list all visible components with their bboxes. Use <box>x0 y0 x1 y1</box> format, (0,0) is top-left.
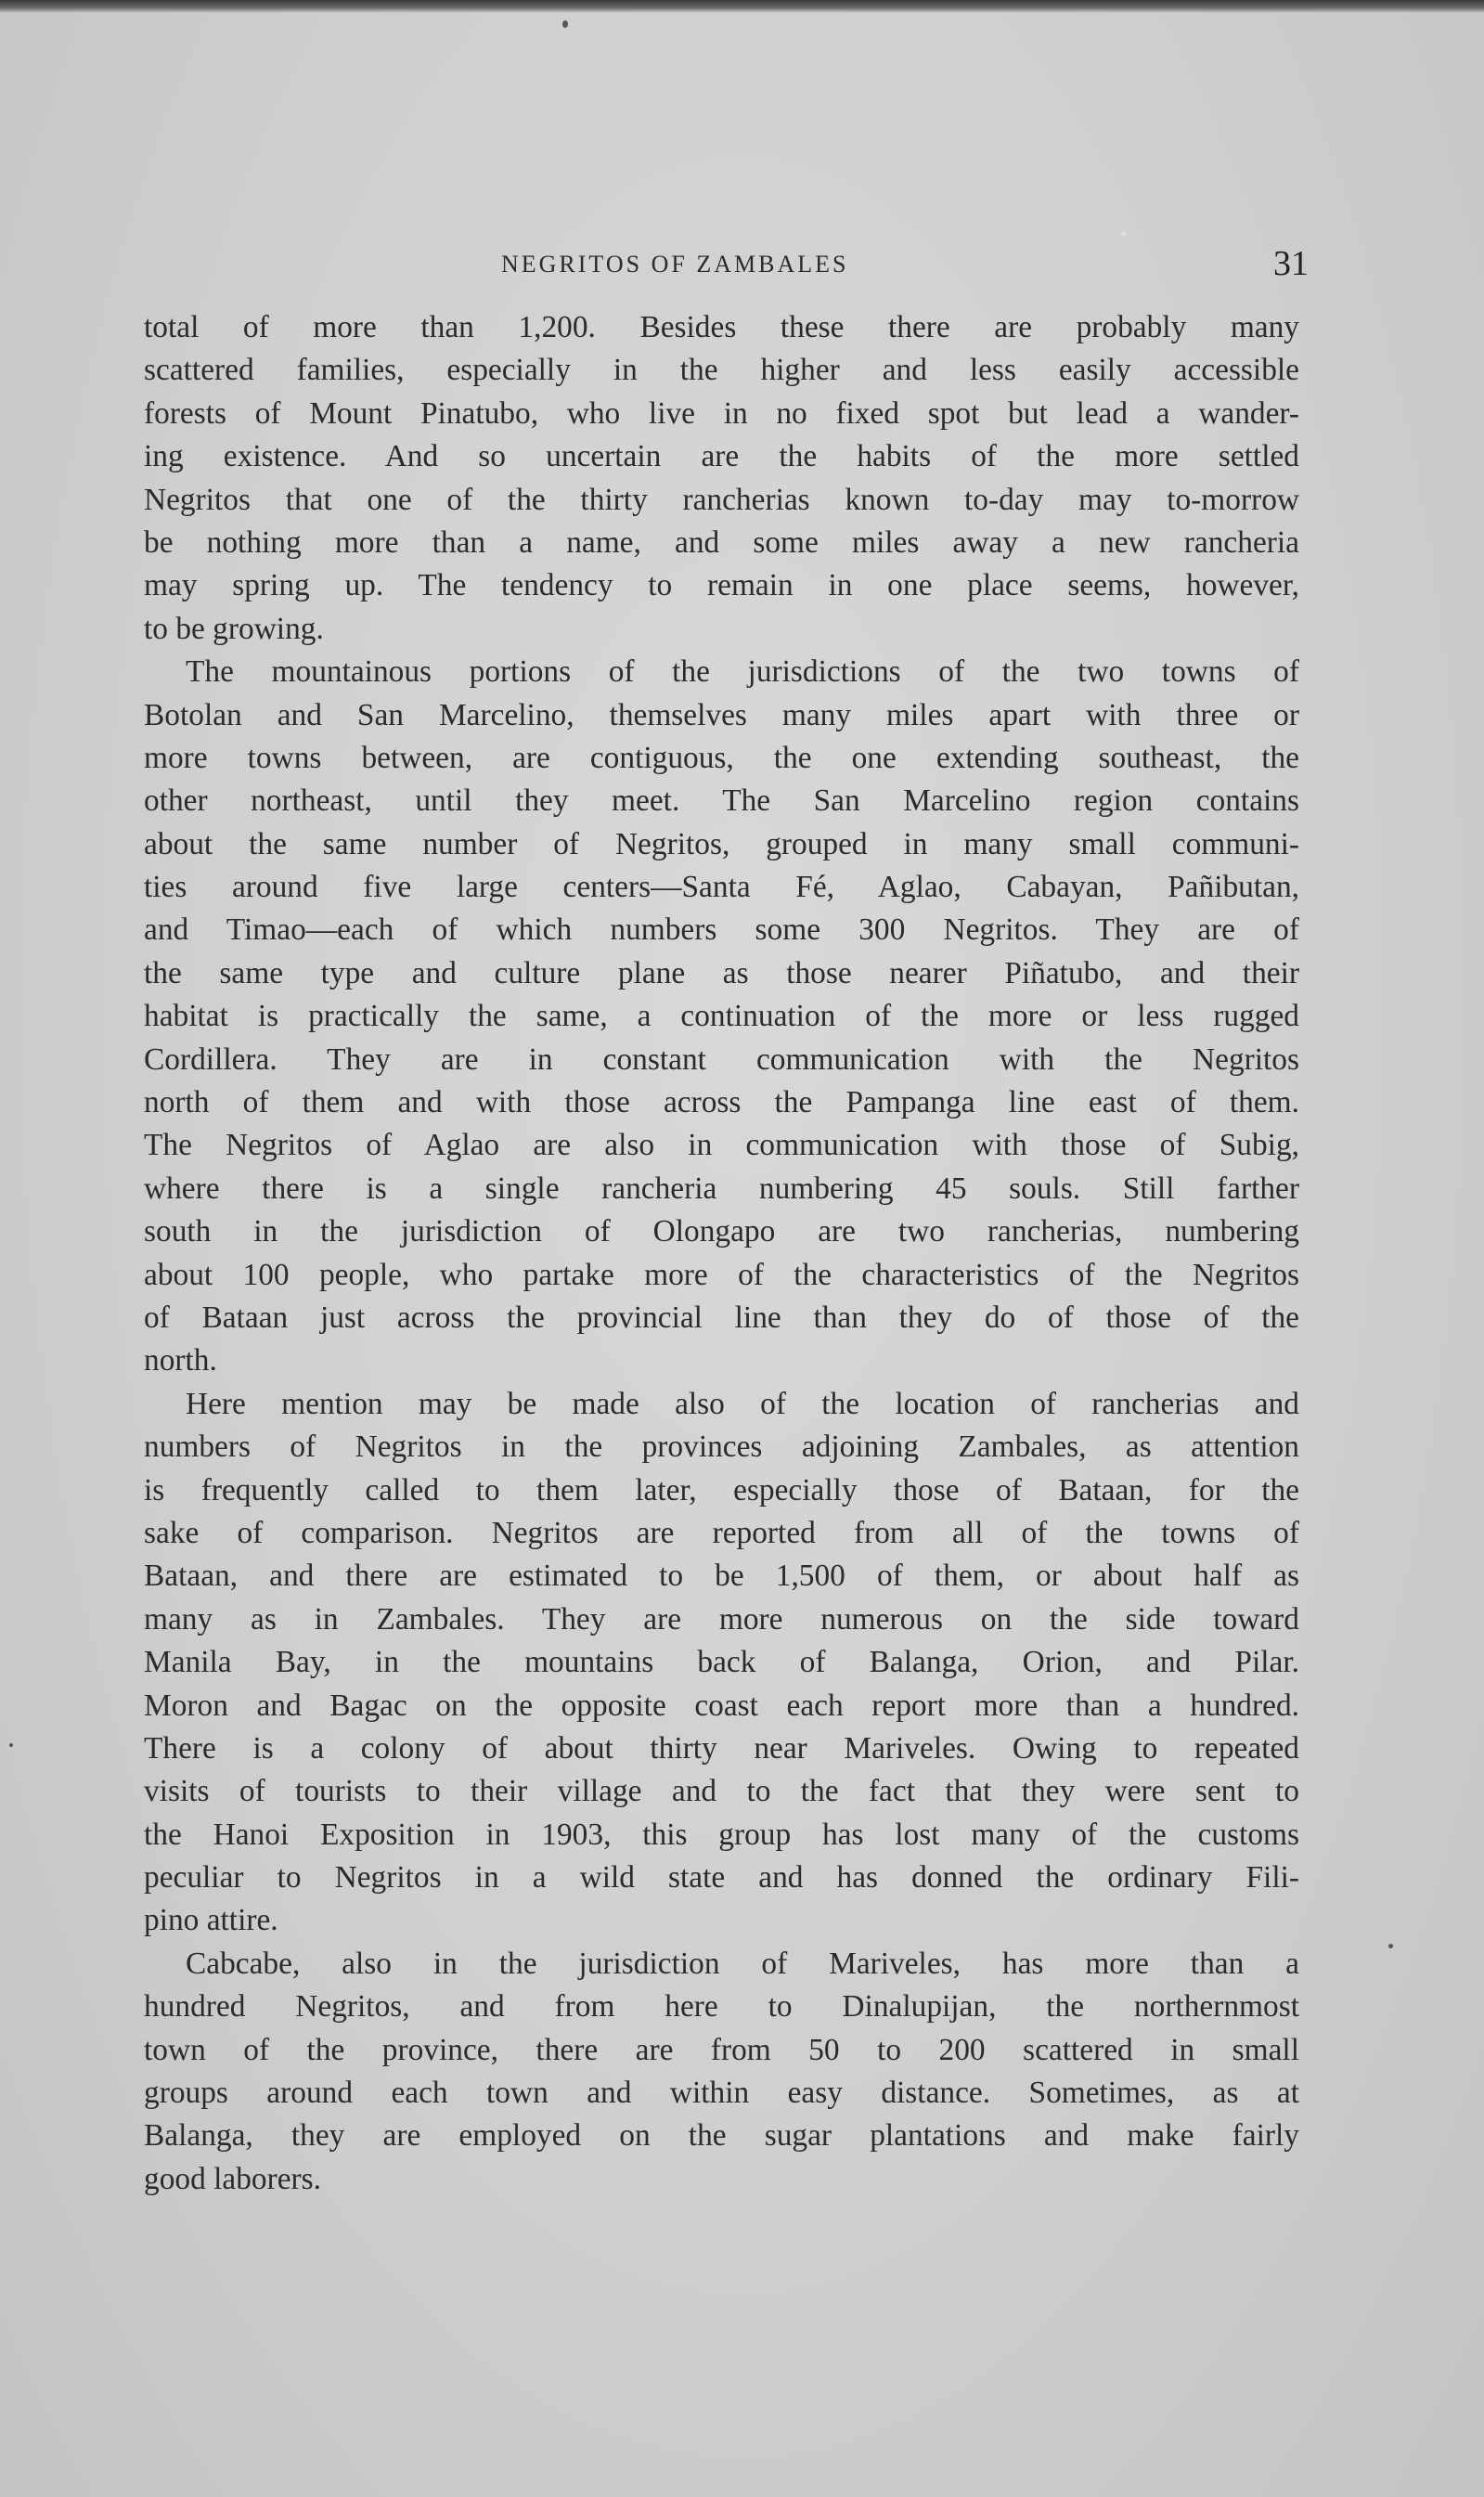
text-line: numbers of Negritos in the provinces adjoining Zambales, as attention <box>144 1430 1299 1465</box>
text-line: town of the province, there are from 50 to 200 scattered in small <box>144 2032 1299 2067</box>
text-line: ing existence. And so uncertain are the habits of the more settled <box>144 439 1299 474</box>
text-line: visits of tourists to their village and to the fact that they were sent to <box>144 1774 1299 1809</box>
text-line: about 100 people, who partake more of the characteristics of the Negritos <box>144 1257 1299 1292</box>
text-line: Moron and Bagac on the opposite coast each report more than a hundred. <box>144 1688 1299 1723</box>
text-line: Balanga, they are employed on the sugar plantations and make fairly <box>144 2118 1299 2154</box>
paper-speck <box>562 20 568 28</box>
text-line: to be growing. <box>144 611 324 646</box>
text-line: where there is a single rancheria numbering 45 souls. Still farther <box>144 1171 1299 1206</box>
text-line: more towns between, are contiguous, the one extending southeast, the <box>144 740 1299 775</box>
text-line: habitat is practically the same, a continuation of the more or less rugged <box>144 999 1299 1034</box>
text-line: Here mention may be made also of the location of rancherias and <box>186 1386 1299 1421</box>
running-head: NEGRITOS OF ZAMBALES <box>501 251 849 278</box>
page-header <box>148 243 1309 290</box>
text-line: sake of comparison. Negritos are reported from all of the towns of <box>144 1515 1299 1550</box>
text-line: ties around five large centers—Santa Fé, Aglao, Cabayan, Pañibutan, <box>144 870 1299 905</box>
text-line: total of more than 1,200. Besides these there are probably many <box>144 310 1299 344</box>
page-top-edge <box>0 0 1484 13</box>
text-line: and Timao—each of which numbers some 300 Negritos. They are of <box>144 912 1299 948</box>
text-line: Negritos that one of the thirty rancherias known to-day may to-morrow <box>144 482 1299 517</box>
text-line: many as in Zambales. They are more numerous on the side toward <box>144 1601 1299 1637</box>
text-line: hundred Negritos, and from here to Dinalupijan, the northernmost <box>144 1989 1299 2025</box>
text-line: about the same number of Negritos, grouped in many small communi- <box>144 826 1299 861</box>
text-line: Botolan and San Marcelino, themselves many miles apart with three or <box>144 697 1299 732</box>
text-line: of Bataan just across the provincial line than they do of those of the <box>144 1300 1299 1335</box>
paper-speck <box>1388 1944 1393 1948</box>
text-line: the Hanoi Exposition in 1903, this group has lost many of the customs <box>144 1817 1299 1852</box>
text-line: Cordillera. They are in constant communication with the Negritos <box>144 1041 1299 1077</box>
paper-speck <box>1121 231 1127 237</box>
text-line: pino attire. <box>144 1903 278 1938</box>
text-line: The Negritos of Aglao are also in communication with those of Subig, <box>144 1128 1299 1163</box>
text-line: Cabcabe, also in the jurisdiction of Mariveles, has more than a <box>186 1946 1299 1981</box>
text-line: Bataan, and there are estimated to be 1,500 of them, or about half as <box>144 1559 1299 1594</box>
text-line: may spring up. The tendency to remain in one place seems, however, <box>144 568 1299 603</box>
text-line: peculiar to Negritos in a wild state and has donned the ordinary Fili- <box>144 1860 1299 1895</box>
text-line: The mountainous portions of the jurisdictions of the two towns of <box>186 654 1299 690</box>
text-line: other northeast, until they meet. The San Marcelino region contains <box>144 783 1299 819</box>
text-line: Manila Bay, in the mountains back of Balanga, Orion, and Pilar. <box>144 1645 1299 1680</box>
paper-speck <box>9 1743 13 1747</box>
text-line: There is a colony of about thirty near Mariveles. Owing to repeated <box>144 1730 1299 1766</box>
text-line: scattered families, especially in the higher and less easily accessible <box>144 353 1299 388</box>
text-line: the same type and culture plane as those nearer Piñatubo, and their <box>144 955 1299 990</box>
text-line: good laborers. <box>144 2161 322 2196</box>
text-line: groups around each town and within easy distance. Sometimes, as at <box>144 2076 1299 2111</box>
text-line: north. <box>144 1343 217 1378</box>
text-line: north of them and with those across the Pampanga line east of them. <box>144 1085 1299 1120</box>
text-line: south in the jurisdiction of Olongapo are two rancherias, numbering <box>144 1214 1299 1249</box>
text-line: is frequently called to them later, especially those of Bataan, for the <box>144 1472 1299 1507</box>
text-line: forests of Mount Pinatubo, who live in no fixed spot but lead a wander- <box>144 395 1299 431</box>
body-text <box>144 306 1299 2201</box>
page-number: 31 <box>1273 244 1309 283</box>
text-line: be nothing more than a name, and some miles away a new rancheria <box>144 524 1299 560</box>
